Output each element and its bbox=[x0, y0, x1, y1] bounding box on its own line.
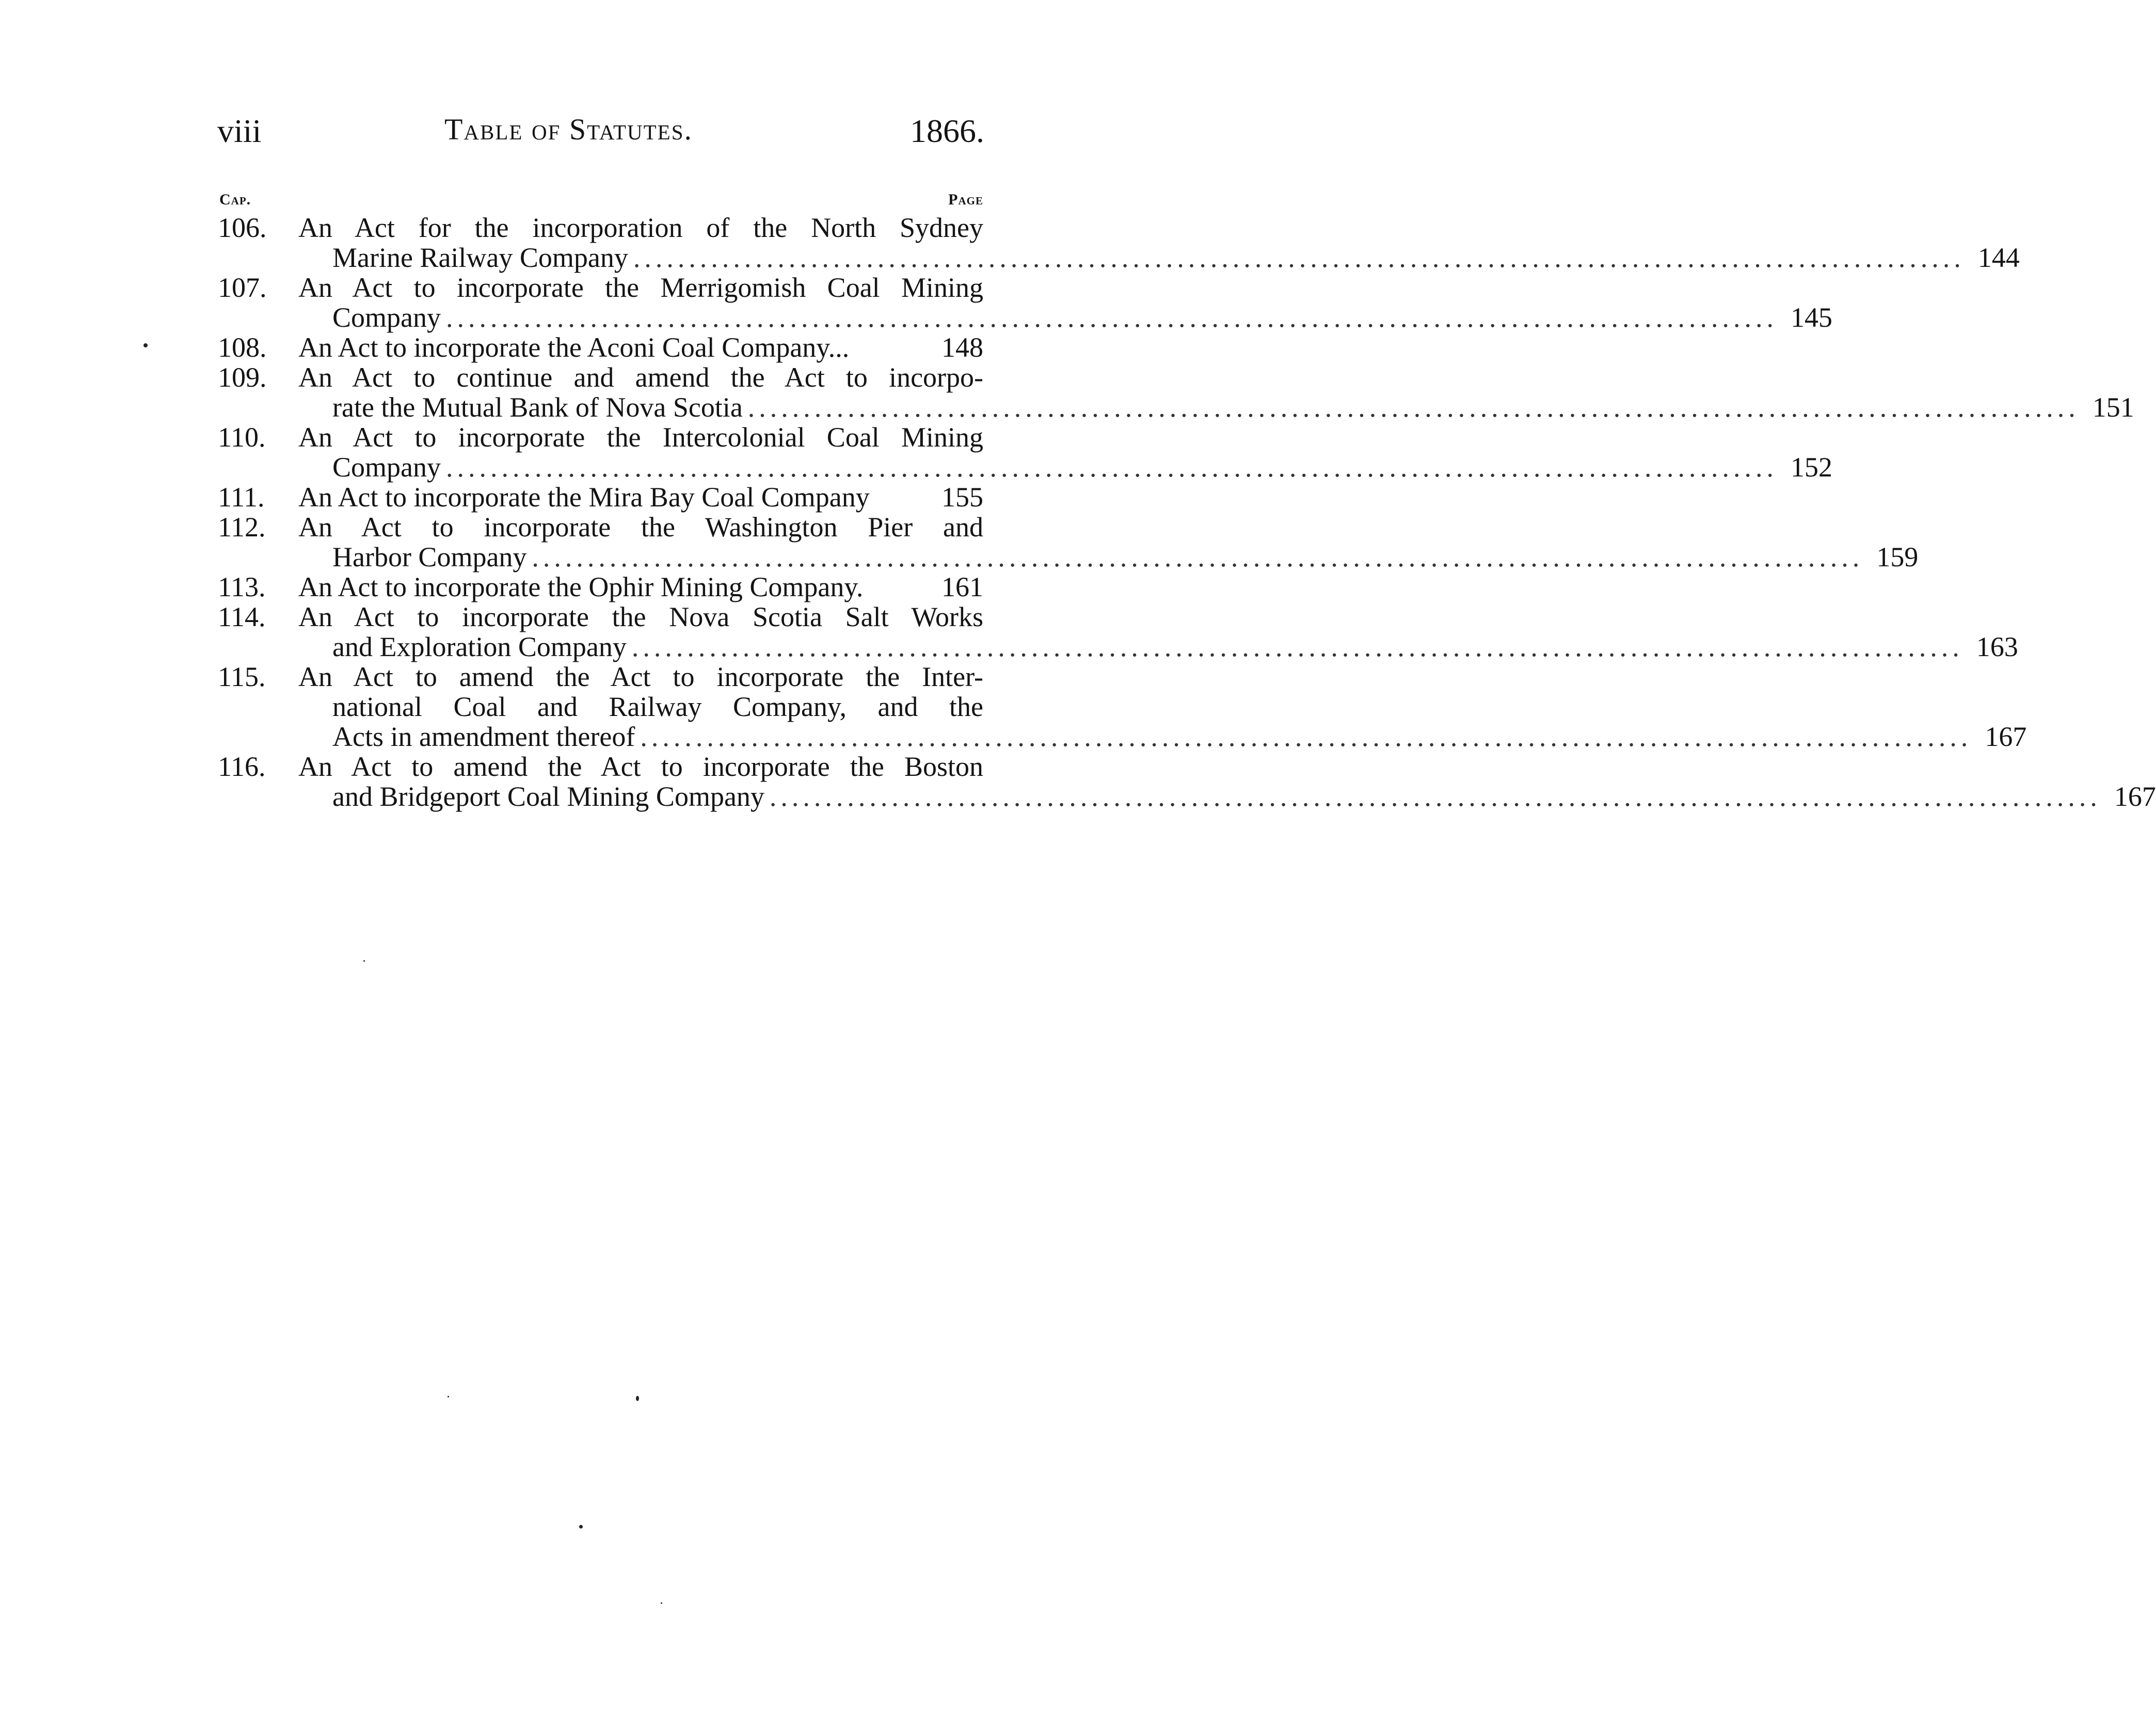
statute-title-line: An Act to incorporate the Intercolonial Coal Mining bbox=[298, 422, 983, 453]
dot-leader: ........................................................................................................................ bbox=[446, 302, 1778, 333]
cap-number: 111. bbox=[218, 482, 265, 513]
dot-leader: ........................................................................................................................ bbox=[640, 721, 1972, 752]
cap-number: 113. bbox=[218, 571, 266, 602]
page-number: 148 bbox=[941, 332, 983, 363]
statute-title-line: Marine Railway Company bbox=[332, 242, 628, 273]
statute-title-line: An Act to incorporate the Nova Scotia Salt Works bbox=[298, 601, 983, 632]
page-number: 167 bbox=[1985, 721, 2027, 752]
scan-speck bbox=[579, 1525, 583, 1529]
running-title: Table of Statutes. bbox=[444, 113, 693, 146]
scan-speck bbox=[448, 1396, 449, 1397]
dot-leader: ........................................................................................................................ bbox=[446, 452, 1778, 483]
statute-title-line: and Bridgeport Coal Mining Company bbox=[332, 781, 764, 812]
statute-title-line: An Act to amend the Act to incorporate the Inter- bbox=[298, 661, 983, 692]
cap-number: 114. bbox=[218, 601, 266, 632]
statute-title-line: national Coal and Railway Company, and the bbox=[332, 691, 983, 722]
scan-speck bbox=[363, 960, 365, 962]
dot-leader: ........................................................................................................................ bbox=[747, 392, 2080, 423]
statute-title-line: An Act to amend the Act to incorporate the Boston bbox=[298, 751, 983, 782]
dot-leader: ........................................................................................................................ bbox=[532, 542, 1864, 572]
page-number: 167 bbox=[2114, 781, 2156, 812]
page-number: 159 bbox=[1876, 542, 1919, 572]
scan-speck bbox=[636, 1396, 639, 1401]
cap-number: 116. bbox=[218, 751, 266, 782]
page-number: 163 bbox=[1976, 631, 2018, 662]
statute-entry bbox=[0, 482, 1046, 512]
page-number: 151 bbox=[2092, 392, 2134, 423]
statute-title-line: An Act for the incorporation of the North Sydney bbox=[298, 212, 983, 243]
cap-column-heading: Cap. bbox=[219, 191, 251, 208]
page-number: 161 bbox=[941, 571, 983, 602]
statute-title-line: Company bbox=[332, 302, 441, 333]
cap-number: 112. bbox=[218, 512, 266, 543]
cap-number: 107. bbox=[218, 272, 267, 303]
statute-title-line: and Exploration Company bbox=[332, 631, 627, 662]
page-number: 155 bbox=[941, 482, 983, 513]
statutes-table bbox=[0, 212, 2156, 812]
statute-title-line: An Act to incorporate the Aconi Coal Company... bbox=[298, 332, 850, 363]
statute-title-line: An Act to incorporate the Ophir Mining Company. bbox=[298, 571, 864, 602]
page-column-heading: Page bbox=[948, 191, 983, 208]
cap-number: 115. bbox=[218, 661, 266, 692]
statute-entry bbox=[0, 601, 2018, 662]
page-number: 145 bbox=[1791, 302, 1832, 333]
statute-entry bbox=[0, 422, 1832, 483]
cap-number: 106. bbox=[218, 212, 267, 243]
statute-entry bbox=[0, 512, 1919, 572]
statute-title-line: An Act to incorporate the Washington Pier and bbox=[298, 512, 983, 543]
statute-title-line: Company bbox=[332, 452, 441, 483]
statute-title-line: rate the Mutual Bank of Nova Scotia bbox=[332, 392, 743, 423]
running-year: 1866. bbox=[910, 113, 984, 149]
dot-leader: ........................................................................................................................ bbox=[633, 242, 1965, 273]
page-folio: viii bbox=[217, 113, 262, 149]
statute-title-line: Harbor Company bbox=[332, 542, 527, 572]
scan-speck bbox=[661, 1602, 662, 1604]
cap-number: 108. bbox=[218, 332, 267, 363]
page-number: 152 bbox=[1791, 452, 1832, 483]
statute-entry bbox=[0, 272, 1832, 333]
statute-title-line: An Act to incorporate the Merrigomish Coal Mining bbox=[298, 272, 983, 303]
statute-entry bbox=[0, 332, 1046, 362]
statute-entry bbox=[0, 362, 2134, 423]
page-number: 144 bbox=[1977, 242, 2020, 273]
statute-title-line: Acts in amendment thereof bbox=[332, 721, 635, 752]
scan-speck bbox=[143, 343, 148, 347]
dot-leader: ........................................................................................................................ bbox=[631, 631, 1963, 662]
statute-entry bbox=[0, 572, 1046, 602]
statute-title-line: An Act to incorporate the Mira Bay Coal Company bbox=[298, 482, 870, 513]
cap-number: 110. bbox=[218, 422, 266, 453]
statute-entry bbox=[0, 661, 2027, 752]
statute-title-line: An Act to continue and amend the Act to incorpo- bbox=[298, 362, 983, 393]
dot-leader: ........................................................................................................................ bbox=[769, 781, 2101, 812]
statute-entry bbox=[0, 751, 2156, 812]
statute-entry bbox=[0, 212, 2020, 273]
cap-number: 109. bbox=[218, 362, 267, 393]
